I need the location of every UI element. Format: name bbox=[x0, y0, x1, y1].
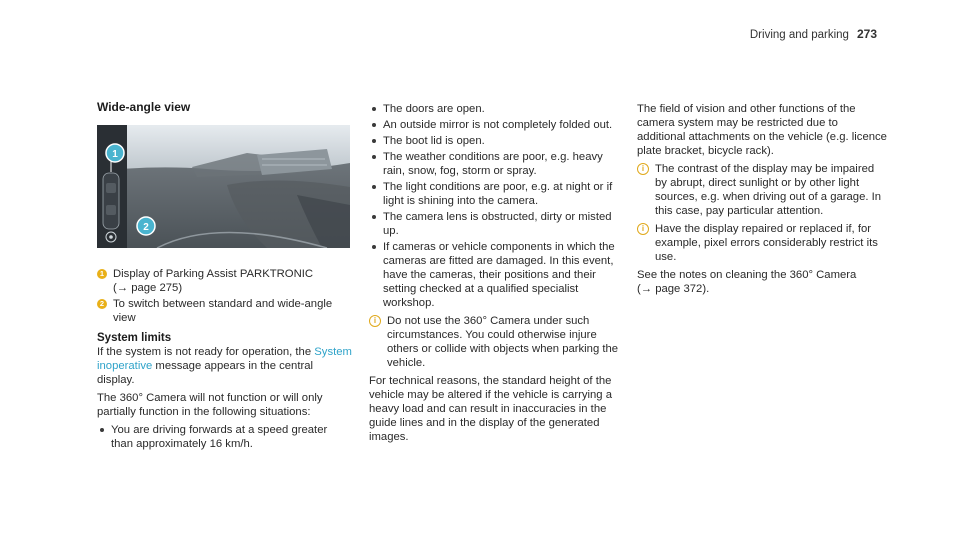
list-item: The weather conditions are poor, e.g. heavy rain, snow, fog, storm or spray. bbox=[369, 150, 625, 178]
legend-text: To switch between standard and wide-angle view bbox=[113, 298, 333, 324]
intro-paragraph: If the system is not ready for operation, the System inoperative message appears in the central display. bbox=[97, 346, 352, 386]
heading-system-limits: System limits bbox=[97, 332, 172, 344]
info-icon: i bbox=[637, 223, 649, 235]
message-link[interactable]: System inoperative bbox=[97, 346, 352, 372]
list-item: The light conditions are poor, e.g. at night or if light is shining into the camera. bbox=[369, 180, 625, 208]
legend-item bbox=[97, 267, 352, 295]
page-reference: (→ page 275) bbox=[113, 282, 183, 294]
list-item: The boot lid is open. bbox=[369, 134, 625, 148]
legend-number-1: 1 bbox=[97, 269, 107, 279]
list-item: You are driving forwards at a speed greater than approximately 16 km/h. bbox=[97, 423, 352, 451]
callout-1 bbox=[106, 144, 124, 162]
list-item: The camera lens is obstructed, dirty or misted up. bbox=[369, 210, 625, 238]
paragraph: For technical reasons, the standard height of the vehicle may be altered if the vehicle is carrying a heavy load and can result in inaccuracies in the guide lines and in the display of the generated images. bbox=[369, 375, 612, 443]
figure-legend bbox=[97, 267, 352, 453]
page-reference: (→ page 372). bbox=[637, 283, 710, 295]
column-3 bbox=[637, 102, 887, 296]
bullet-list bbox=[97, 423, 352, 451]
note bbox=[637, 222, 887, 264]
info-icon: i bbox=[369, 315, 381, 327]
page-number: 273 bbox=[856, 27, 877, 41]
legend-number-2: 2 bbox=[97, 299, 107, 309]
camera-screenshot bbox=[97, 125, 350, 248]
bullet-list bbox=[369, 102, 625, 310]
list-item: An outside mirror is not completely folded out. bbox=[369, 118, 625, 132]
note-text: Do not use the 360° Camera under such circumstances. You could otherwise injure others or collide with objects when parking the vehicle. bbox=[387, 315, 619, 369]
svg-text:1: 1 bbox=[112, 149, 118, 160]
note-text: Have the display repaired or replaced if, for example, pixel errors considerably restrict its use. bbox=[655, 223, 878, 263]
svg-text:2: 2 bbox=[143, 222, 149, 233]
vehicle-icon bbox=[103, 173, 119, 229]
note bbox=[369, 314, 625, 370]
paragraph: See the notes on cleaning the 360° Camera (→ page 372). bbox=[637, 269, 857, 295]
section-title: Driving and parking bbox=[749, 29, 849, 41]
page-header bbox=[750, 27, 877, 42]
column-2 bbox=[369, 102, 625, 444]
heading-wide-angle-view: Wide-angle view bbox=[97, 100, 191, 114]
legend-item bbox=[97, 297, 352, 325]
situations-paragraph: The 360° Camera will not function or will only partially function in the following situations: bbox=[97, 392, 323, 418]
note bbox=[637, 162, 887, 218]
camera-view-image bbox=[97, 125, 350, 248]
list-item: The doors are open. bbox=[369, 102, 625, 116]
callout-2 bbox=[137, 217, 155, 235]
legend-text: Display of Parking Assist PARKTRONIC bbox=[113, 268, 314, 280]
note-text: The contrast of the display may be impaired by abrupt, direct sunlight or by other light sources, e.g. when driving out of a garage. In this case, pay particular attention. bbox=[655, 163, 882, 217]
paragraph: The field of vision and other functions of the camera system may be restricted due to additional attachments on the vehicle (e.g. licence plate bracket, bicycle rack). bbox=[637, 103, 887, 157]
list-item: If cameras or vehicle components in which the cameras are fitted are damaged. In this event, have the cameras, their positions and their setting checked at a qualified specialist workshop. bbox=[369, 240, 625, 310]
info-icon: i bbox=[637, 163, 649, 175]
